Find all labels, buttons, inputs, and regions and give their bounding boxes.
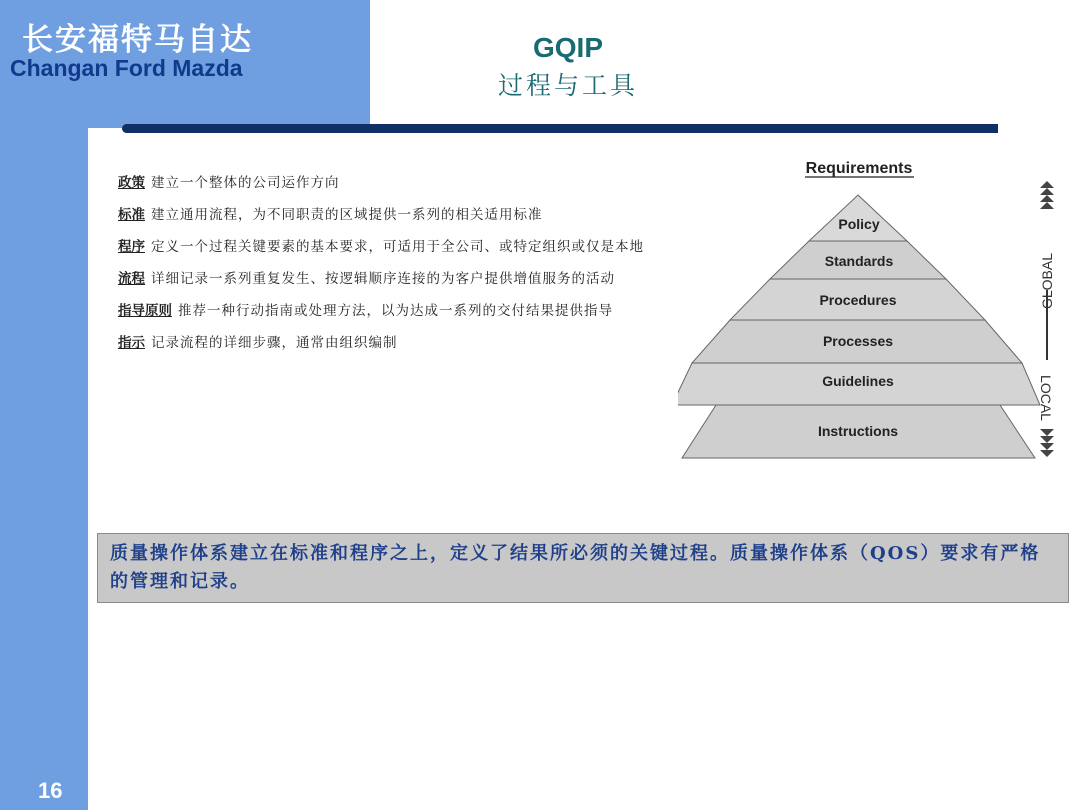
definition-term: 标准 <box>118 207 145 223</box>
definition-desc: 记录流程的详细步骤，通常由组织编制 <box>151 335 398 351</box>
definition-desc: 建立通用流程，为不同职责的区域提供一系列的相关适用标准 <box>151 207 543 223</box>
pyramid-label-policy: Policy <box>838 216 880 232</box>
definition-item <box>118 172 668 194</box>
pyramid-label-guidelines: Guidelines <box>822 373 894 389</box>
definition-term: 程序 <box>118 239 145 255</box>
pyramid-label-instructions: Instructions <box>817 423 899 439</box>
brand-name-chinese: 长安福特马自达 <box>22 22 253 58</box>
definition-term: 指导原则 <box>118 303 172 319</box>
page-number: 16 <box>38 778 63 803</box>
definition-item <box>118 204 668 226</box>
header-brand-block <box>0 0 370 128</box>
definition-desc: 详细记录一系列重复发生、按逻辑顺序连接的为客户提供增值服务的活动 <box>151 271 615 287</box>
pyramid-label-processes: Processes <box>822 333 894 349</box>
global-arrow-icon <box>1040 181 1054 209</box>
definition-term: 流程 <box>118 271 145 287</box>
definition-item <box>118 236 668 258</box>
global-label: GLOBAL <box>1039 252 1055 310</box>
definition-item <box>118 268 668 290</box>
requirements-pyramid <box>678 150 1068 465</box>
local-arrow-icon <box>1040 429 1054 457</box>
pyramid-label-standards: Standards <box>824 253 894 269</box>
brand-name-english: Changan Ford Mazda <box>10 55 243 81</box>
summary-box: 质量操作体系建立在标准和程序之上，定义了结果所必须的关键过程。质量操作体系（QOS）要求有严格的管理和记录。 <box>97 533 1069 603</box>
pyramid-heading: Requirements <box>805 160 913 177</box>
local-label: LOCAL <box>1038 375 1054 421</box>
definition-desc: 定义一个过程关键要素的基本要求，可适用于全公司、或特定组织或仅是本地 <box>151 239 644 255</box>
definition-item <box>118 332 668 354</box>
definition-desc: 建立一个整体的公司运作方向 <box>151 175 340 191</box>
definition-term: 政策 <box>118 175 145 191</box>
header-divider <box>122 124 998 133</box>
page-title: GQIP <box>532 32 603 63</box>
definition-item <box>118 300 668 322</box>
pyramid-label-procedures: Procedures <box>819 292 897 308</box>
definition-desc: 推荐一种行动指南或处理方法，以为达成一系列的交付结果提供指导 <box>178 303 613 319</box>
page-subtitle: 过程与工具 <box>497 71 638 100</box>
definitions-list <box>118 172 668 364</box>
definition-term: 指示 <box>118 335 145 351</box>
